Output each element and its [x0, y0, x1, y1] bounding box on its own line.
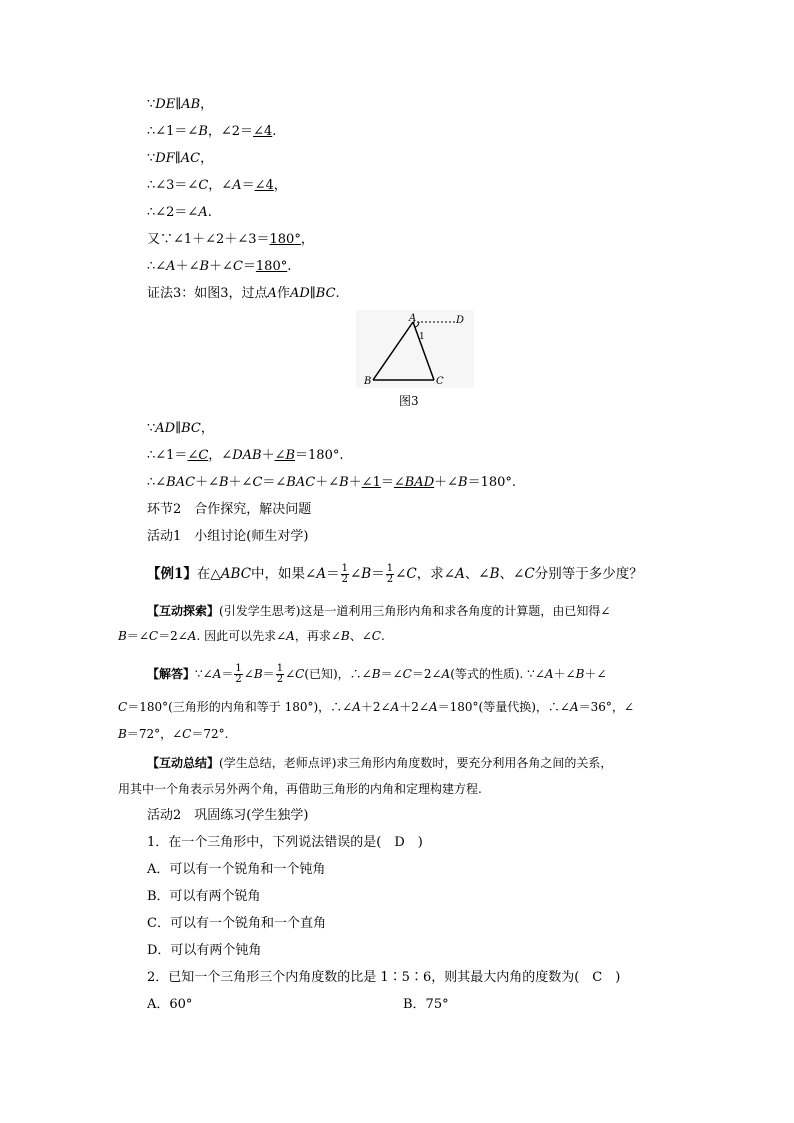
proof3-line-2: ∴∠1＝∠C，∠DAB＋∠B＝180°. — [147, 448, 344, 463]
vertex-label-d: D — [456, 315, 465, 326]
question-1-option-d: D．可以有两个钝角 — [147, 943, 262, 958]
summary-line-2: 用其中一个角表示另外两个角，再借助三角形的内角和定理构建方程. — [118, 782, 482, 796]
explore-line-2: B＝∠C＝2∠A. 因此可以先求∠A，再求∠B、∠C. — [118, 629, 385, 643]
proof2-line-5: ∴∠2＝∠A. — [147, 205, 212, 220]
activity-2-heading: 活动2 巩固练习(学生独学) — [147, 808, 309, 823]
solution-line-2: C＝180°(三角形的内角和等于 180°)，∴∠A＋2∠A＋2∠A＝180°(等量代换)，∴∠A＝36°，∠ — [118, 700, 634, 714]
explore-line-1: 【互动探索】(引发学生思考)这是一道利用三角形内角和求各角度的计算题，由已知得∠ — [147, 604, 611, 618]
angle-label-1: 1 — [419, 332, 425, 342]
solution-line-1: 【解答】∵∠A＝ $\frac{1}{2}$ ∠B＝ $\frac{1}{2}$ ∠C(已知)，∴∠B＝∠C＝2∠A(等式的性质). ∵∠A＋∠B＋∠ — [147, 663, 607, 685]
summary-line-1: 【互动总结】(学生总结，老师点评)求三角形内角度数时，要充分利用各角之间的关系， — [147, 756, 613, 770]
question-1-option-c: C．可以有一个锐角和一个直角 — [147, 916, 326, 931]
question-2-option-a: A．60° — [147, 997, 193, 1012]
fraction-half-3: $\frac{1}{2}$ — [235, 663, 242, 685]
proof2-line-1: ∵DE∥AB， — [147, 97, 214, 112]
fraction-half-1: $\frac{1}{2}$ — [341, 563, 348, 585]
question-1-option-a: A．可以有一个锐角和一个钝角 — [147, 862, 326, 877]
question-2-stem: 2．已知一个三角形三个内角度数的比是 1∶5∶6，则其最大内角的度数为( C ) — [147, 970, 621, 985]
section-2-heading: 环节2 合作探究，解决问题 — [147, 502, 312, 517]
figure-3-triangle — [356, 310, 474, 388]
fraction-half-4: $\frac{1}{2}$ — [276, 663, 284, 685]
proof2-line-7: ∴∠A＋∠B＋∠C＝180°. — [147, 259, 292, 274]
figure-3-caption: 图3 — [399, 394, 419, 408]
question-1-stem: 1．在一个三角形中，下列说法错误的是( D ) — [147, 835, 423, 850]
proof3-line-3: ∴∠BAC＋∠B＋∠C＝∠BAC＋∠B＋∠1＝∠BAD＋∠B＝180°. — [147, 475, 517, 490]
example-1: 【例1】在△ABC中，如果∠A＝ $\frac{1}{2}$ ∠B＝ $\frac{1}{2}$ ∠C，求∠A、∠B、∠C分别等于多少度？ — [147, 563, 643, 585]
proof2-line-4: ∴∠3＝∠C，∠A＝∠4， — [147, 178, 287, 193]
proof3-line-1: ∵AD∥BC， — [147, 421, 214, 436]
activity-1-heading: 活动1 小组讨论(师生对学) — [147, 529, 309, 544]
question-2-option-b: B．75° — [403, 997, 449, 1012]
solution-line-3: B＝72°，∠C＝72°. — [118, 727, 229, 741]
fraction-half-2: $\frac{1}{2}$ — [386, 563, 394, 585]
proof3-title: 证法3：如图3，过点A作AD∥BC. — [147, 286, 340, 301]
vertex-label-c: C — [436, 376, 444, 387]
vertex-label-a: A — [409, 313, 417, 324]
proof2-line-6: 又∵∠1＋∠2＋∠3＝180°， — [147, 232, 314, 247]
vertex-label-b: B — [364, 376, 372, 387]
proof2-line-3: ∵DF∥AC， — [147, 151, 214, 166]
question-1-option-b: B．可以有两个锐角 — [147, 889, 261, 904]
proof2-line-2: ∴∠1＝∠B，∠2＝∠4. — [147, 124, 277, 139]
